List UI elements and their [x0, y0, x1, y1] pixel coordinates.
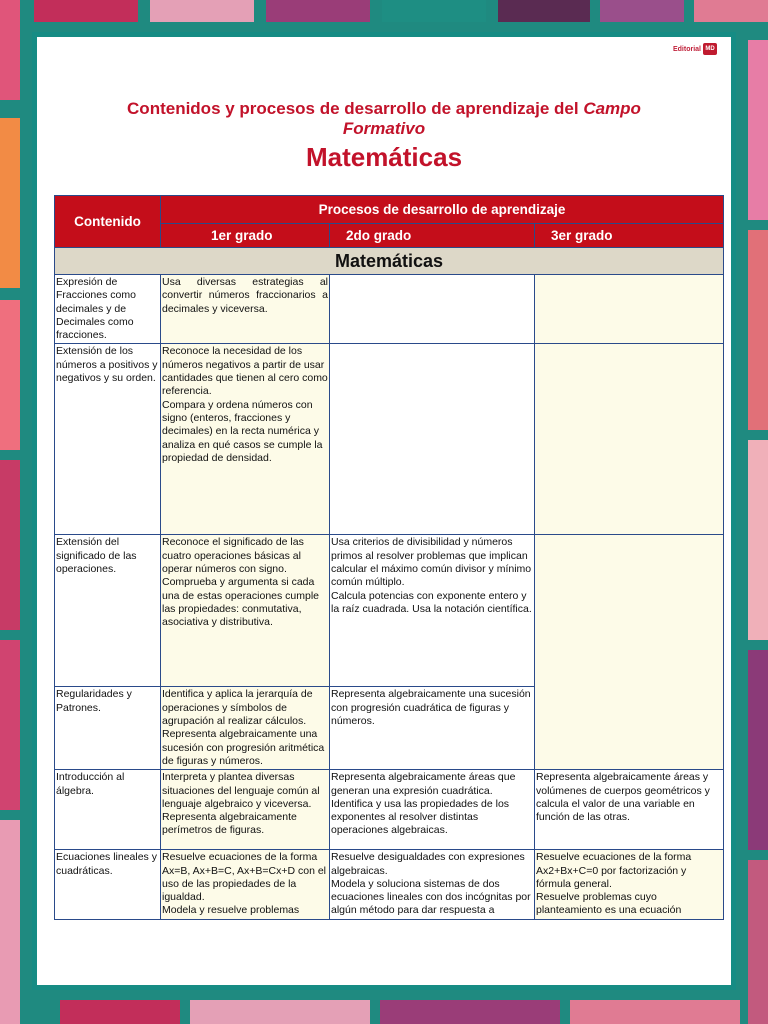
cell-contenido: Extensión de los números a positivos y negativos y su orden. — [55, 344, 161, 535]
page-title: Matemáticas — [305, 142, 463, 172]
editorial-logo — [673, 43, 717, 55]
cell-grade-1: Resuelve ecuaciones de la forma Ax=B, Ax+B=C, Ax+B=Cx+D con el uso de las propiedades de la igualdad. Modela y resuelve problemas — [161, 850, 330, 920]
cell-grade-3 — [535, 535, 724, 770]
cell-grade-2: Usa criterios de divisibilidad y números primos al resolver problemas que implican calcular el máximo común divisor y mínimo común múltiplo. Calcula potencias con exponente entero y la raíz cuadrada. Usa la notación científica. — [330, 535, 535, 687]
header-grade-2: 2do grado — [330, 224, 535, 248]
logo-mark: MD — [703, 43, 717, 55]
cell-grade-2: Resuelve desigualdades con expresiones algebraicas. Modela y soluciona sistemas de dos ecuaciones lineales con dos incógnitas por algún método para dar respuesta a — [330, 850, 535, 920]
cell-grade-2 — [330, 275, 535, 344]
cell-contenido: Introducción al álgebra. — [55, 770, 161, 850]
header-contenido: Contenido — [55, 196, 161, 248]
cell-grade-2: Representa algebraicamente áreas que generan una expresión cuadrática. Identifica y usa las propiedades de los exponentes al resolver distintas operaciones algebraicas. — [330, 770, 535, 850]
table-row — [55, 275, 724, 344]
cell-grade-3: Representa algebraicamente áreas y volúmenes de cuerpos geométricos y calcula el valor de una variable en función de las otras. — [535, 770, 724, 850]
cell-contenido: Ecuaciones lineales y cuadráticas. — [55, 850, 161, 920]
cell-grade-2: Representa algebraicamente una sucesión con progresión cuadrática de figuras y números. — [330, 687, 535, 770]
cell-grade-1: Reconoce el significado de las cuatro operaciones básicas al operar números con signo. Comprueba y argumenta si cada una de estas operaciones cumple las propiedades: conmutativa, asociativa y distributiva. — [161, 535, 330, 687]
table-row — [55, 535, 724, 687]
table-row — [55, 770, 724, 850]
heading-subtitle: Contenidos y procesos de desarrollo de aprendizaje del Campo Formativo — [127, 99, 641, 138]
cell-grade-1: Identifica y aplica la jerarquía de operaciones y símbolos de agrupación al realizar cálculos. Representa algebraicamente una sucesión con progresión aritmética de figuras y números. — [161, 687, 330, 770]
cell-contenido: Expresión de Fracciones como decimales y de Decimales como fracciones. — [55, 275, 161, 344]
header-grade-3: 3er grado — [535, 224, 724, 248]
header-procesos: Procesos de desarrollo de aprendizaje — [161, 196, 724, 224]
section-title: Matemáticas — [55, 248, 724, 275]
cell-grade-1: Usa diversas estrategias al convertir números fraccionarios a decimales y viceversa. — [161, 275, 330, 344]
logo-text: Editorial — [672, 45, 701, 53]
cell-grade-3 — [535, 344, 724, 535]
table-row — [55, 344, 724, 535]
cell-contenido: Extensión del significado de las operaciones. — [55, 535, 161, 687]
header-grade-1: 1er grado — [161, 224, 330, 248]
document-heading — [37, 99, 731, 173]
cell-grade-3: Resuelve ecuaciones de la forma Ax2+Bx+C=0 por factorización y fórmula general. Resuelve problemas cuyo planteamiento es una ecuación — [535, 850, 724, 920]
curriculum-table — [54, 195, 724, 920]
cell-grade-1: Reconoce la necesidad de los números negativos a partir de usar cantidades que tienen al cero como referencia. Compara y ordena números con signo (enteros, fracciones y decimales) en la recta numérica y analiza en qué casos se cumple la propiedad de densidad. — [161, 344, 330, 535]
table-row — [55, 850, 724, 920]
cell-contenido: Regularidades y Patrones. — [55, 687, 161, 770]
cell-grade-3 — [535, 275, 724, 344]
document-page — [32, 32, 736, 990]
cell-grade-2 — [330, 344, 535, 535]
cell-grade-1: Interpreta y plantea diversas situaciones del lenguaje común al lenguaje algebraico y viceversa. Representa algebraicamente perímetros de figuras. — [161, 770, 330, 850]
